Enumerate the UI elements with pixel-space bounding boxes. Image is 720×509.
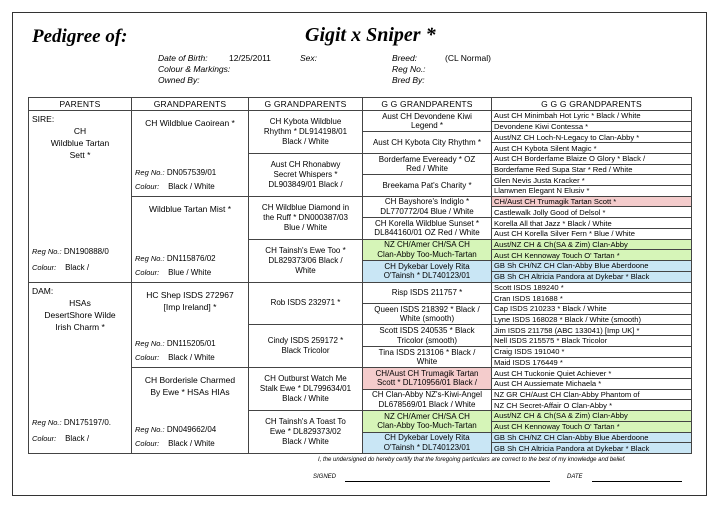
g-grandparent-3: CH Wildblue Diamond in the Ruff * DN000387/03 Blue / White [249, 196, 363, 239]
grandparent-colour: Black / White [168, 353, 215, 363]
ggg-grandparent-19: Cap ISDS 210233 * Black / White [492, 303, 692, 314]
sire-name: CH Wildblue Tartan Sett * [50, 126, 110, 160]
bred-by-label: Bred By: [392, 75, 425, 85]
col-header-g-grandparents: G GRANDPARENTS [249, 98, 363, 111]
sire-label: SIRE: [32, 114, 55, 124]
ggg-grandparent-2: Devondene Kiwi Contessa * [492, 121, 692, 132]
ggg-grandparent-7: Glen Nevis Justa Kracker * [492, 175, 692, 186]
ggg-grandparent-16: GB Sh CH Altricia Pandora at Dykebar * Black [492, 271, 692, 282]
gg-grandparent-11: Scott ISDS 240535 * Black Tricolor (smooth) [363, 325, 492, 346]
ggg-grandparent-18: Cran ISDS 181688 * [492, 293, 692, 304]
gg-grandparent-5: CH Bayshore's Indiglo * DL770772/04 Blue / White [363, 196, 492, 217]
grandparent-colour: Black / White [168, 439, 215, 448]
dob-label: Date of Birth: [158, 53, 208, 63]
gg-grandparent-6: CH Korella Wildblue Sunset * DL844160/01 OZ Red / White [363, 218, 492, 239]
signature-line [345, 481, 550, 482]
grandparent-reg: DN115876/02 [166, 253, 216, 263]
grandparent-1: CH Wildblue Caoirean * Reg No.: DN057539/01 Colour: Black / White [132, 111, 249, 197]
gg-grandparent-4: Breekama Pat's Charity * [363, 175, 492, 196]
dob-value: 12/25/2011 [229, 53, 271, 63]
ggg-grandparent-23: Craig ISDS 191040 * [492, 346, 692, 357]
dam-colour-value: Black / [65, 434, 90, 443]
dog-name: Gigit x Sniper * [305, 24, 436, 46]
certification-text: I, the undersigned do hereby certify that the foregoing particulars are correct to the best of my knowledge and belief. [318, 457, 626, 463]
grandparent-colour: Black / White [168, 181, 215, 191]
sex-label: Sex: [300, 53, 318, 63]
ggg-grandparent-1: Aust CH Minimbah Hot Lyric * Black / White [492, 111, 692, 122]
ggg-grandparent-17: Scott ISDS 189240 * [492, 282, 692, 293]
sire-reg-label: Reg No.: [32, 246, 62, 256]
ggg-grandparent-8: Llanwnen Elegant N Elusiv * [492, 186, 692, 197]
dam-cell [29, 282, 132, 454]
gg-grandparent-10: Queen ISDS 218392 * Black / White (smooth) [363, 303, 492, 324]
owned-by-label: Owned By: [158, 75, 200, 85]
breed-value: (CL Normal) [445, 53, 491, 63]
breed-label: Breed: [392, 53, 418, 63]
sire-colour-value: Black / [65, 262, 90, 272]
grandparent-reg: DN115205/01 [166, 339, 216, 349]
g-grandparent-4: CH Tainsh's Ewe Too * DL829373/06 Black / White [249, 239, 363, 282]
ggg-grandparent-14: Aust CH Kennoway Touch O' Tartan * [492, 250, 692, 261]
signed-label: SIGNED [313, 474, 337, 480]
ggg-grandparent-32: GB Sh CH Altricia Pandora at Dykebar * Black [492, 443, 692, 454]
ggg-grandparent-21: Jim ISDS 211758 (ABC 133041) [Imp UK] * [492, 325, 692, 336]
ggg-grandparent-25: Aust CH Tuckonie Quiet Achiever * [492, 368, 692, 379]
dam-colour-label: Colour: [32, 434, 57, 443]
col-header-ggg-grandparents: G G G GRANDPARENTS [492, 98, 692, 111]
g-grandparent-8: CH Tainsh's A Toast To Ewe * DL829373/02 Black / White [249, 411, 363, 454]
dam-reg-value: DN175197/0. [63, 418, 111, 427]
ggg-grandparent-11: Korella All that Jazz * Black / White [492, 218, 692, 229]
g-grandparent-2: Aust CH Rhonabwy Secret Whispers * DL903849/01 Black / [249, 153, 363, 196]
gg-grandparent-3: Borderfame Eveready * OZ Red / White [363, 153, 492, 174]
g-grandparent-7: CH Outburst Watch Me Stalk Ewe * DL799634/01 Black / White [249, 368, 363, 411]
ggg-grandparent-13: Aust/NZ CH & Ch(SA & Zim) Clan-Abby [492, 239, 692, 250]
grandparent-name: CH Borderisle Charmed By Ewe * HSAs HIAs [144, 375, 236, 398]
sire-reg-value: DN190888/0 [63, 246, 109, 256]
grandparent-reg: DN057539/01 [166, 167, 217, 177]
gg-grandparent-8: CH Dykebar Lovely Rita O'Tainsh * DL740123/01 [363, 261, 492, 282]
grandparent-colour: Blue / White [168, 267, 212, 277]
pedigree-table [28, 97, 692, 454]
ggg-grandparent-5: Aust CH Borderfame Blaize O Glory * Black / [492, 153, 692, 164]
grandparent-name: CH Wildblue Caoirean * [145, 118, 235, 128]
ggg-grandparent-6: Borderfame Red Supa Star * Red / White [492, 164, 692, 175]
ggg-grandparent-27: NZ GR CH/Aust CH Clan-Abby Phantom of [492, 389, 692, 400]
ggg-grandparent-24: Maid ISDS 176449 * [492, 357, 692, 368]
gg-grandparent-13: CH/Aust CH Trumagik Tartan Scott * DL710956/01 Black / [363, 368, 492, 389]
gg-grandparent-14: CH Clan-Abby NZ's-Kiwi-Angel DL678569/01 Black / White [363, 389, 492, 410]
ggg-grandparent-15: GB Sh CH/NZ CH Clan-Abby Blue Aberdoone [492, 261, 692, 272]
ggg-grandparent-29: Aust/NZ CH & Ch(SA & Zim) Clan-Abby [492, 411, 692, 422]
ggg-grandparent-28: NZ CH Secret-Affair O Clan-Abby * [492, 400, 692, 411]
dam-reg-label: Reg No.: [32, 418, 62, 427]
gg-grandparent-9: Risp ISDS 211757 * [363, 282, 492, 303]
col-header-gg-grandparents: G G GRANDPARENTS [363, 98, 492, 111]
grandparent-reg: DN049662/04 [166, 425, 217, 434]
ggg-grandparent-26: Aust CH Aussiemate Michaela * [492, 378, 692, 389]
ggg-grandparent-31: GB Sh CH/NZ CH Clan-Abby Blue Aberdoone [492, 432, 692, 443]
col-header-grandparents: GRANDPARENTS [132, 98, 249, 111]
ggg-grandparent-30: Aust CH Kennoway Touch O' Tartan * [492, 421, 692, 432]
ggg-grandparent-20: Lyne ISDS 168028 * Black / White (smooth) [492, 314, 692, 325]
ggg-grandparent-10: Castlewalk Jolly Good of Delsol * [492, 207, 692, 218]
ggg-grandparent-4: Aust CH Kybota Silent Magic * [492, 143, 692, 154]
date-label: DATE [567, 474, 583, 480]
ggg-grandparent-3: Aust/NZ CH Loch-N-Legacy to Clan-Abby * [492, 132, 692, 143]
grandparent-4: CH Borderisle Charmed By Ewe * HSAs HIAs Reg No.: DN049662/04 Colour: Black / White [132, 368, 249, 454]
dam-label: DAM: [32, 285, 54, 296]
ggg-grandparent-9: CH/Aust CH Trumagik Tartan Scott * [492, 196, 692, 207]
gg-grandparent-2: Aust CH Kybota City Rhythm * [363, 132, 492, 153]
dam-name: HSAs DesertShore Wilde Irish Charm * [44, 297, 116, 332]
date-line [592, 481, 682, 482]
page-title: Pedigree of: [32, 26, 128, 47]
gg-grandparent-1: Aust CH Devondene Kiwi Legend * [363, 111, 492, 132]
gg-grandparent-7: NZ CH/Amer CH/SA CH Clan-Abby Too-Much-Tartan [363, 239, 492, 260]
sire-cell [29, 111, 132, 283]
grandparent-name: HC Shep ISDS 272967 [Imp Ireland] * [146, 289, 234, 312]
gg-grandparent-12: Tina ISDS 213106 * Black / White [363, 346, 492, 367]
col-header-parents: PARENTS [29, 98, 132, 111]
grandparent-2: Wildblue Tartan Mist * Reg No.: DN115876/02 Colour: Blue / White [132, 196, 249, 282]
g-grandparent-1: CH Kybota Wildblue Rhythm * DL914198/01 Black / White [249, 111, 363, 154]
ggg-grandparent-22: Nell ISDS 215575 * Black Tricolor [492, 336, 692, 347]
gg-grandparent-15: NZ CH/Amer CH/SA CH Clan-Abby Too-Much-Tartan [363, 411, 492, 432]
ggg-grandparent-12: Aust CH Korella Silver Fern * Blue / White [492, 228, 692, 239]
grandparent-3: HC Shep ISDS 272967 [Imp Ireland] * Reg No.: DN115205/01 Colour: Black / White [132, 282, 249, 368]
colour-markings-label: Colour & Markings: [158, 64, 231, 74]
g-grandparent-5: Rob ISDS 232971 * [249, 282, 363, 325]
g-grandparent-6: Cindy ISDS 259172 * Black Tricolor [249, 325, 363, 368]
gg-grandparent-16: CH Dykebar Lovely Rita O'Tainsh * DL740123/01 [363, 432, 492, 453]
sire-colour-label: Colour: [32, 262, 57, 272]
grandparent-name: Wildblue Tartan Mist * [148, 203, 232, 214]
reg-no-label: Reg No.: [392, 64, 426, 74]
